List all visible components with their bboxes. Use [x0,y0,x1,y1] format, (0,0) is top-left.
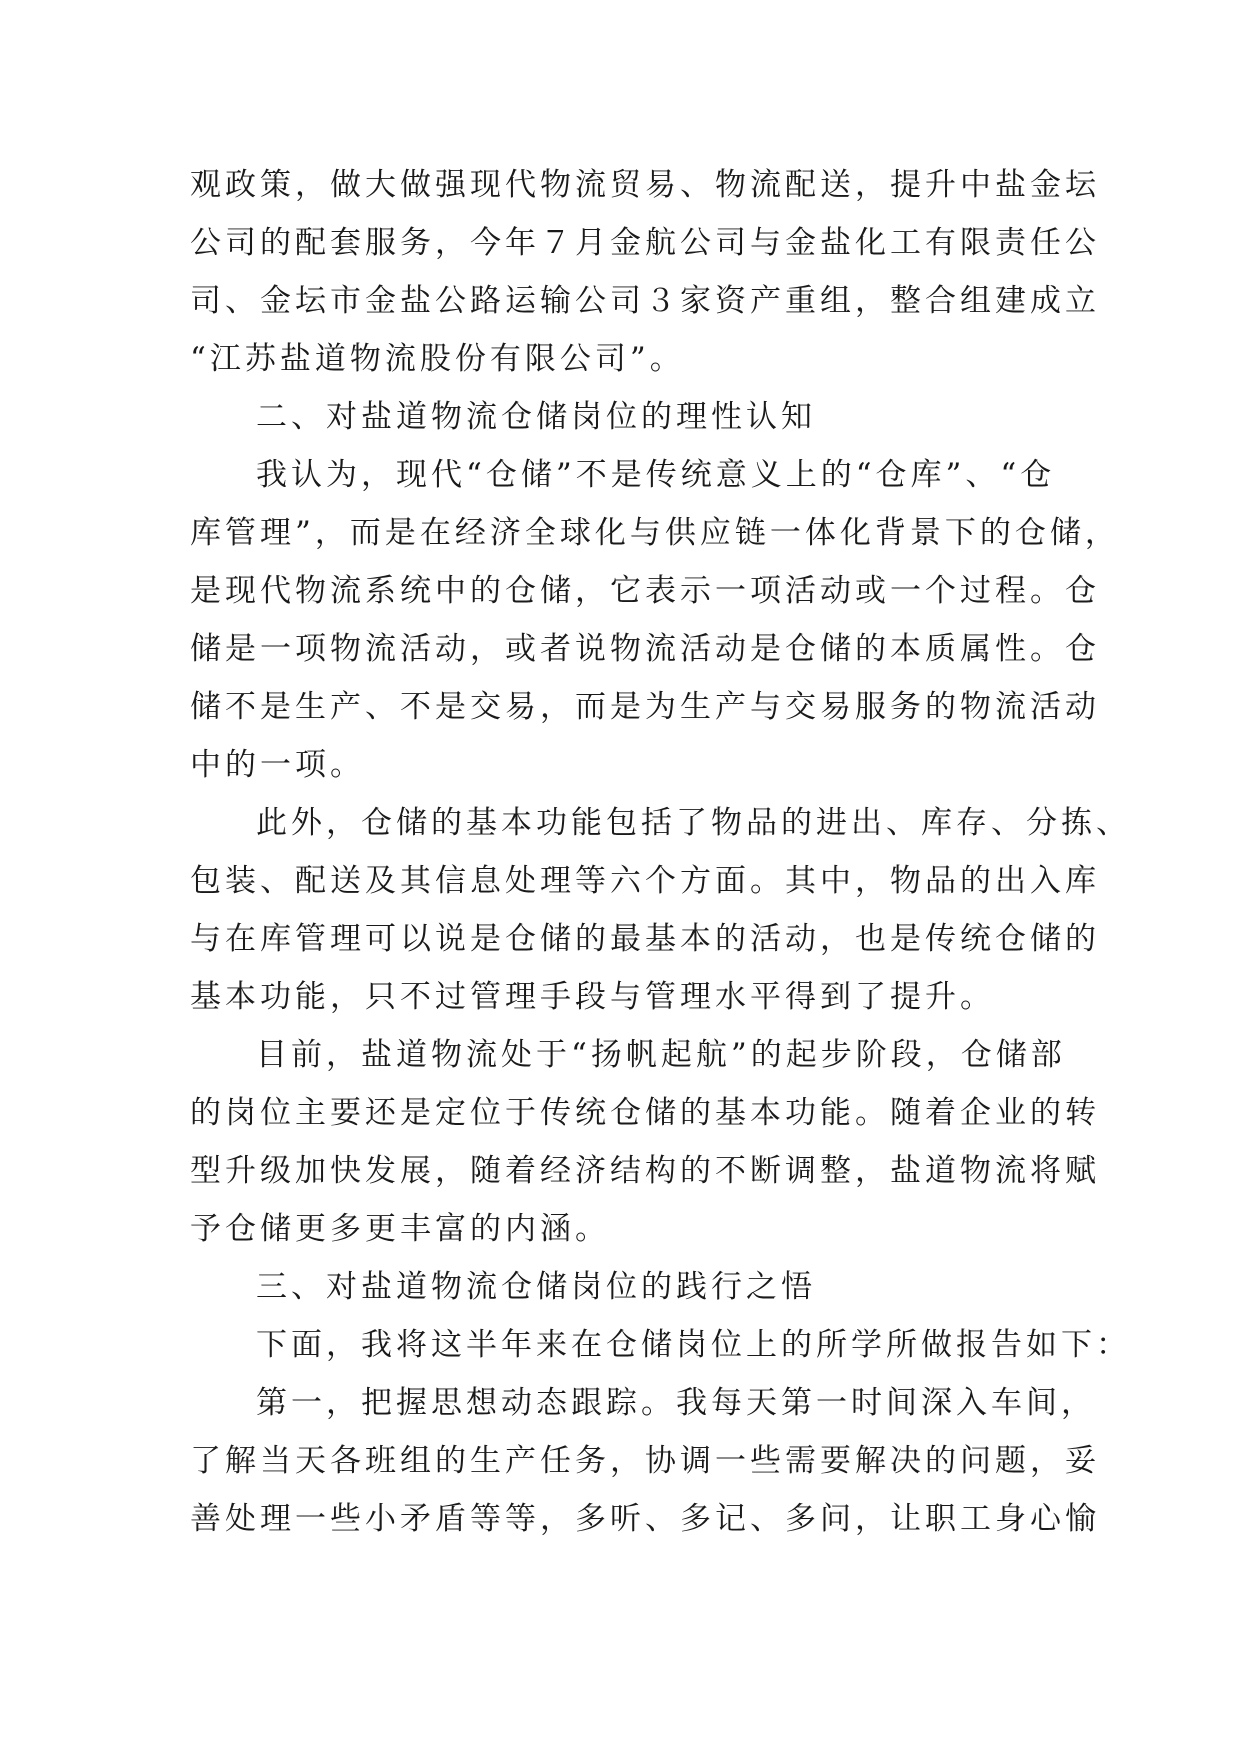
text-line: 公司的配套服务，今年７月金航公司与金盐化工有限责任公 [190,225,1100,261]
section-heading: 二、对盐道物流仓储岗位的理性认知 [256,399,816,435]
text-line: 包装、配送及其信息处理等六个方面。其中，物品的出入库 [190,863,1100,899]
text-line: 此外，仓储的基本功能包括了物品的进出、库存、分拣、 [256,805,1131,841]
text-line: 我认为，现代“仓储”不是传统意义上的“仓库”、“仓 [256,457,1056,493]
text-line: 基本功能，只不过管理手段与管理水平得到了提升。 [190,979,995,1015]
text-line: 的岗位主要还是定位于传统仓储的基本功能。随着企业的转 [190,1095,1100,1131]
document-body [190,156,1131,1548]
text-line: 型升级加快发展，随着经济结构的不断调整，盐道物流将赋 [190,1153,1100,1189]
text-line: 与在库管理可以说是仓储的最基本的活动，也是传统仓储的 [190,921,1100,957]
text-line: 储是一项物流活动，或者说物流活动是仓储的本质属性。仓 [190,631,1100,667]
text-line: 是现代物流系统中的仓储，它表示一项活动或一个过程。仓 [190,573,1100,609]
text-line: 司、金坛市金盐公路运输公司３家资产重组，整合组建成立 [190,283,1100,319]
text-line: 中的一项。 [190,747,365,783]
text-line: 第一，把握思想动态跟踪。我每天第一时间深入车间， [256,1385,1096,1421]
text-line: 目前，盐道物流处于“扬帆起航”的起步阶段，仓储部 [256,1037,1066,1073]
text-line: 善处理一些小矛盾等等，多听、多记、多问，让职工身心愉 [190,1501,1100,1537]
text-line: 储不是生产、不是交易，而是为生产与交易服务的物流活动 [190,689,1100,725]
text-line: 库管理”，而是在经济全球化与供应链一体化背景下的仓储， [190,515,1120,551]
text-line: 观政策，做大做强现代物流贸易、物流配送，提升中盐金坛 [190,167,1100,203]
text-line: 下面，我将这半年来在仓储岗位上的所学所做报告如下： [256,1327,1131,1363]
text-line: 予仓储更多更丰富的内涵。 [190,1211,610,1247]
text-line: 了解当天各班组的生产任务，协调一些需要解决的问题，妥 [190,1443,1100,1479]
text-line: “江苏盐道物流股份有限公司”。 [190,341,685,377]
section-heading: 三、对盐道物流仓储岗位的践行之悟 [256,1269,816,1305]
